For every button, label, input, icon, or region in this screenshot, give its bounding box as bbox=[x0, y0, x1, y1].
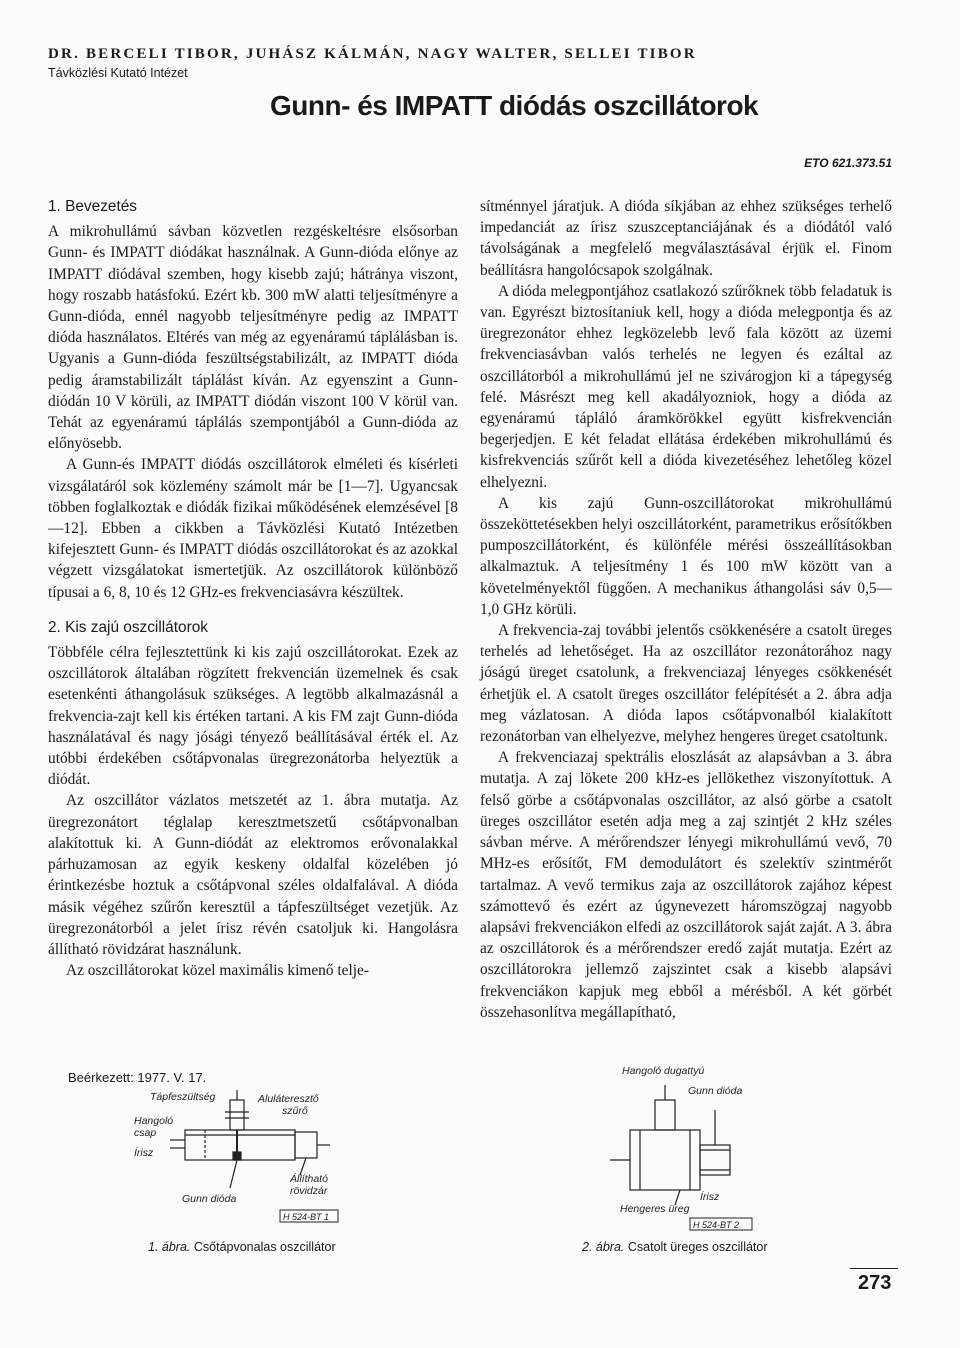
figure-code-2: H 524-BT 2 bbox=[693, 1220, 740, 1230]
paragraph: A mikrohullámú sávban közvetlen rezgéskeltésre elsősorban Gunn- és IMPATT diódákat használnak. A Gunn-dióda előnye az IMPATT diódával szemben, hogy kisebb zajú; hátránya viszont, hogy roszabb hatásfokú. Ezért kb. 300 mW alatti teljesítményre a Gunn-dióda, ennél nagyobb teljesítményre pedig az IMPATT dióda használatos. Eltérés van még az egyenáramú táplálásban is. Ugyanis a Gunn-dióda feszültségstabilizált, az IMPATT dióda pedig áramstabilizált táplálást kíván. Az egyenszint a Gunn-diódán 10 V körüli, az IMPATT diódán viszont 100 V körül van. Tehát az egyenáramú táplálás szempontjából a Gunn-dióda az előnyösebb. bbox=[48, 223, 458, 453]
figure-2-caption-number: 2. ábra. bbox=[582, 1240, 625, 1254]
page-number-rule bbox=[850, 1268, 898, 1269]
paragraph: Az oszcillátorokat közel maximális kimenő telje- bbox=[66, 962, 370, 980]
label-gunn-dioda: Gunn dióda bbox=[182, 1193, 237, 1205]
label-allithato: Állítható bbox=[290, 1173, 328, 1185]
paragraph: A frekvenciazaj spektrális eloszlását az alapsávban a 3. ábra mutatja. A zaj lökete 200 kHz-es jellökethez viszonyítottuk. A felső görbe a csőtápvonalas oszcillátor, az alsó görbe a csatolt üreges oszcillátor esetén adja meg a zaj szintjét 2 kHz széles sávban mérve. A mérőrendszer lényegi mikrohullámú vevő, 70 MHz-es erősítőt, FM demodulátort és szelektív szintmérőt tartalmaz. A vevő termikus zaja az oszcillátorok zajához képest számottevő és ezért az úgynevezett háromszögzaj nagyobb alapsávi frekvenciákon elfedi az oszcillátorok saját zaját. A 3. ábra az oszcillátorok és a mérőrendszer eredő zaját mutatja. Ezért az oszcillátorokra jellemző zajszintet csak a kisebb alapsávi frekvenciákon kapjuk meg ebből a mérésből. A két görbét összehasonlítva megállapítható, bbox=[480, 749, 892, 1021]
figure-code: H 524-BT 1 bbox=[283, 1212, 330, 1222]
paragraph: A kis zajú Gunn-oszcillátorokat mikrohullámú összeköttetésekben helyi oszcillátorként, parametrikus erősítőkben pumposzcillátorként, és különféle mérési összeállításokban alkalmaztuk. A teljesítmény 1 és 100 mW között van a követelményektől függően. A mechanikus áthangolási sáv 0,5—1,0 GHz körüli. bbox=[480, 494, 892, 618]
received-date: Beérkezett: 1977. V. 17. bbox=[68, 1070, 207, 1085]
label-irisz: Írisz bbox=[134, 1147, 154, 1159]
label-szuro: szűrő bbox=[282, 1105, 308, 1117]
institute-name: Távközlési Kutató Intézet bbox=[48, 66, 188, 80]
figure-1-caption bbox=[148, 1240, 336, 1254]
eto-code: ETO 621.373.51 bbox=[804, 156, 892, 170]
article-title: Gunn- és IMPATT diódás oszcillátorok bbox=[270, 90, 759, 121]
right-column bbox=[480, 196, 892, 1023]
section-heading-2: 2. Kis zajú oszcillátorok bbox=[48, 618, 208, 636]
figure-1-diagram bbox=[130, 1090, 370, 1230]
short-circuit bbox=[295, 1132, 317, 1158]
filter-block bbox=[230, 1100, 244, 1130]
tuning-piston bbox=[655, 1100, 675, 1130]
figure-1-caption-number: 1. ábra. bbox=[148, 1240, 191, 1254]
label-gunn-dioda-2: Gunn dióda bbox=[688, 1085, 743, 1097]
label-hangolo-dugattyu: Hangoló dugattyú bbox=[622, 1065, 705, 1077]
page-number: 273 bbox=[858, 1272, 892, 1294]
label-hengeres-ureg: Hengeres üreg bbox=[620, 1203, 690, 1215]
left-column bbox=[48, 196, 458, 981]
paragraph: Többféle célra fejlesztettünk ki kis zajú oszcillátorokat. Ezek az oszcillátorok általában rögzített frekvencián üzemelnek és csak esetenkénti áthangolásuk szükséges. A legtöbb alkalmazásnál a frekvencia-zajt kell kis értéken tartani. A kis FM zajt Gunn-dióda használatával és nagy jósági tényező beállításával érték el. Az utóbbi érdekében csőtápvonalas üregrezonátorba helyeztük a diódát. bbox=[48, 644, 458, 789]
figure-2-caption-text: Csatolt üreges oszcillátor bbox=[627, 1240, 768, 1254]
paragraph: A Gunn-és IMPATT diódás oszcillátorok elméleti és kísérleti vizsgálatáról sok közlemény számolt már be [1—7]. Ugyancsak többen foglalkoztak e diódák fizikai működésének elemzésével [8—12]. Ebben a cikkben a Távközlési Kutató Intézetben kifejesztett Gunn- és IMPATT diódás oszcillátorokat és az azokkal végzett vizsgálatokat ismertetjük. Az oszcillátorok különböző típusai a 6, 8, 10 és 12 GHz-es frekvenciasávra készültek. bbox=[48, 456, 458, 601]
figure-1-caption-text: Csőtápvonalas oszcillátor bbox=[193, 1240, 336, 1254]
authors-line: DR. BERCELI TIBOR, JUHÁSZ KÁLMÁN, NAGY WALTER, SELLEI TIBOR bbox=[48, 46, 697, 62]
paragraph: Az oszcillátor vázlatos metszetét az 1. ábra mutatja. Az üregrezonátort téglalap keresztmetszetű csőtápvonalban alakítottuk ki. A Gunn-diódát az elektromos erővonalakkal párhuzamosan az egyik keskeny oldalfal közelében jó érintkezésbe hoztuk a csőtápvonal széles oldalfalával. A dióda másik végéhez szűrőn keresztül a tápfeszültséget vezetjük. Az üregrezonátorból a jelet írisz révén csatoljuk ki. Hangolásra állítható rövidzárat használunk. bbox=[48, 792, 458, 958]
label-hangolo: Hangoló bbox=[134, 1115, 174, 1127]
paragraph: A frekvencia-zaj további jelentős csökkenésére a csatolt üreges terhelés ad lehetőséget. Ha az oszcillátor rezonátorához nagy jóságú üreget csatolunk, a frekvenciazaj lényeges csökkenését érhetjük el. A csatolt üreges oszcillátor felépítését a 2. ábra adja meg vázlatosan. A dióda lapos csőtápvonalból kialakított rezonátorban van elhelyezve, melyhez hengeres üreget csatoltunk. bbox=[480, 622, 892, 746]
label-irisz-2: Írisz bbox=[700, 1191, 720, 1203]
paragraph: A dióda melegpontjához csatlakozó szűrőknek több feladatuk is van. Egyrészt biztosítaniuk kell, hogy a dióda melegpontja és az üregrezonátor ehhez legközelebb levő fala között az üzemi frekvenciasávban valós terhelés ne legyen és ezáltal az oszcillátorból a mikrohullámú jel ne szivárogjon ki a tápegység felé. Másrészt meg kell akadályozniok, hogy a dióda az egyenáramú tápláló áramkörökkel együtt kisfrekvencián begerjedjen. E két feladat ellátása érdekében mikrohullámú és kisfrekvenciás szűrőt kell a dióda kivezetéséhez lehetőleg közel elhelyezni. bbox=[480, 282, 892, 491]
label-rovidzar: rövidzár bbox=[290, 1185, 328, 1197]
label-csap: csap bbox=[134, 1127, 157, 1139]
label-tapfeszultseg: Tápfeszültség bbox=[150, 1091, 216, 1103]
figure-2-caption bbox=[582, 1240, 768, 1254]
figure-2-diagram bbox=[600, 1060, 770, 1235]
paragraph: sítménnyel járatjuk. A dióda síkjában az ehhez szükséges terhelő impedanciát az írisz szuszceptanciájának és a diódától való távolságának a megfelelő megválasztásával érjük el. Finom beállításra hangolócsapok szolgálnak. bbox=[480, 198, 892, 279]
section-heading-1: 1. Bevezetés bbox=[48, 198, 137, 215]
label-aluluatereszto: Aluláteresztő bbox=[258, 1093, 319, 1105]
